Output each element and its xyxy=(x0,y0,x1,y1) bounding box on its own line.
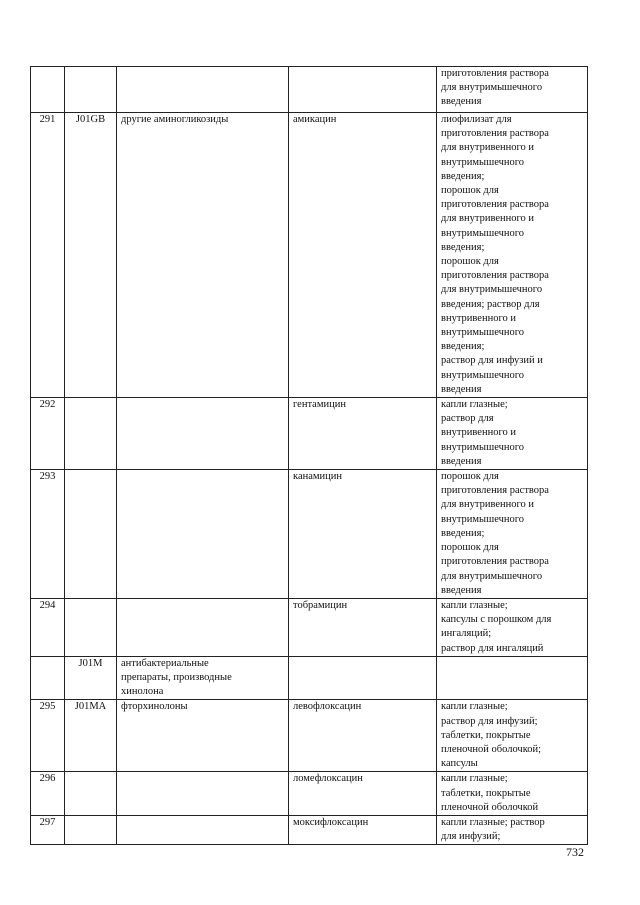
table-row xyxy=(31,398,588,470)
drug-group-cell xyxy=(117,67,289,113)
drug-table-body xyxy=(31,67,588,845)
atc-code-cell xyxy=(65,815,117,844)
dosage-forms-cell: капли глазные; раствор для инфузий; xyxy=(437,815,588,844)
page-number: 732 xyxy=(566,845,584,859)
drug-group-cell: другие аминогликозиды xyxy=(117,113,289,398)
drug-group-cell xyxy=(117,815,289,844)
table-row xyxy=(31,656,588,700)
drug-group-cell: антибактериальные препараты, производные хинолона xyxy=(117,656,289,700)
dosage-forms-cell xyxy=(437,656,588,700)
dosage-forms-cell: порошок для приготовления раствора для внутривенного и внутримышечного введения; порошок для приготовления раствора для внутримышечного введения xyxy=(437,470,588,599)
dosage-forms-cell: капли глазные; раствор для инфузий; таблетки, покрытые пленочной оболочкой; капсулы xyxy=(437,700,588,772)
atc-code-cell xyxy=(65,67,117,113)
drug-name-cell: левофлоксацин xyxy=(289,700,437,772)
drug-name-cell: тобрамицин xyxy=(289,598,437,656)
drug-name-cell: амикацин xyxy=(289,113,437,398)
drug-name-cell: моксифлоксацин xyxy=(289,815,437,844)
row-number-cell: 293 xyxy=(31,470,65,599)
atc-code-cell xyxy=(65,772,117,816)
drug-group-cell xyxy=(117,598,289,656)
table-row xyxy=(31,772,588,816)
row-number-cell xyxy=(31,67,65,113)
row-number-cell: 294 xyxy=(31,598,65,656)
atc-code-cell xyxy=(65,598,117,656)
dosage-forms-cell: лиофилизат для приготовления раствора для внутривенного и внутримышечного введения; порошок для приготовления раствора для внутривенного и внутримышечного введения; порошок для приготовления раствора для внутримышечного введения; раствор для внутривенного и внутримышечного введения; раствор для инфузий и внутримышечного введения xyxy=(437,113,588,398)
dosage-forms-cell: капли глазные; таблетки, покрытые пленочной оболочкой xyxy=(437,772,588,816)
drug-group-cell xyxy=(117,772,289,816)
drug-group-cell xyxy=(117,470,289,599)
dosage-forms-cell: капли глазные; раствор для внутривенного и внутримышечного введения xyxy=(437,398,588,470)
drug-group-cell xyxy=(117,398,289,470)
dosage-forms-cell: приготовления раствора для внутримышечного введения xyxy=(437,67,588,113)
atc-code-cell xyxy=(65,398,117,470)
table-row xyxy=(31,67,588,113)
row-number-cell: 291 xyxy=(31,113,65,398)
dosage-forms-cell: капли глазные; капсулы с порошком для ингаляций; раствор для ингаляций xyxy=(437,598,588,656)
atc-code-cell: J01MA xyxy=(65,700,117,772)
drug-name-cell: ломефлоксацин xyxy=(289,772,437,816)
table-row xyxy=(31,598,588,656)
row-number-cell: 297 xyxy=(31,815,65,844)
drug-name-cell xyxy=(289,656,437,700)
atc-code-cell xyxy=(65,470,117,599)
row-number-cell xyxy=(31,656,65,700)
drug-table xyxy=(30,66,588,845)
drug-name-cell: гентамицин xyxy=(289,398,437,470)
atc-code-cell: J01M xyxy=(65,656,117,700)
table-row xyxy=(31,700,588,772)
atc-code-cell: J01GB xyxy=(65,113,117,398)
drug-group-cell: фторхинолоны xyxy=(117,700,289,772)
table-row xyxy=(31,470,588,599)
drug-name-cell: канамицин xyxy=(289,470,437,599)
drug-name-cell xyxy=(289,67,437,113)
row-number-cell: 295 xyxy=(31,700,65,772)
table-row xyxy=(31,815,588,844)
row-number-cell: 292 xyxy=(31,398,65,470)
table-row xyxy=(31,113,588,398)
row-number-cell: 296 xyxy=(31,772,65,816)
